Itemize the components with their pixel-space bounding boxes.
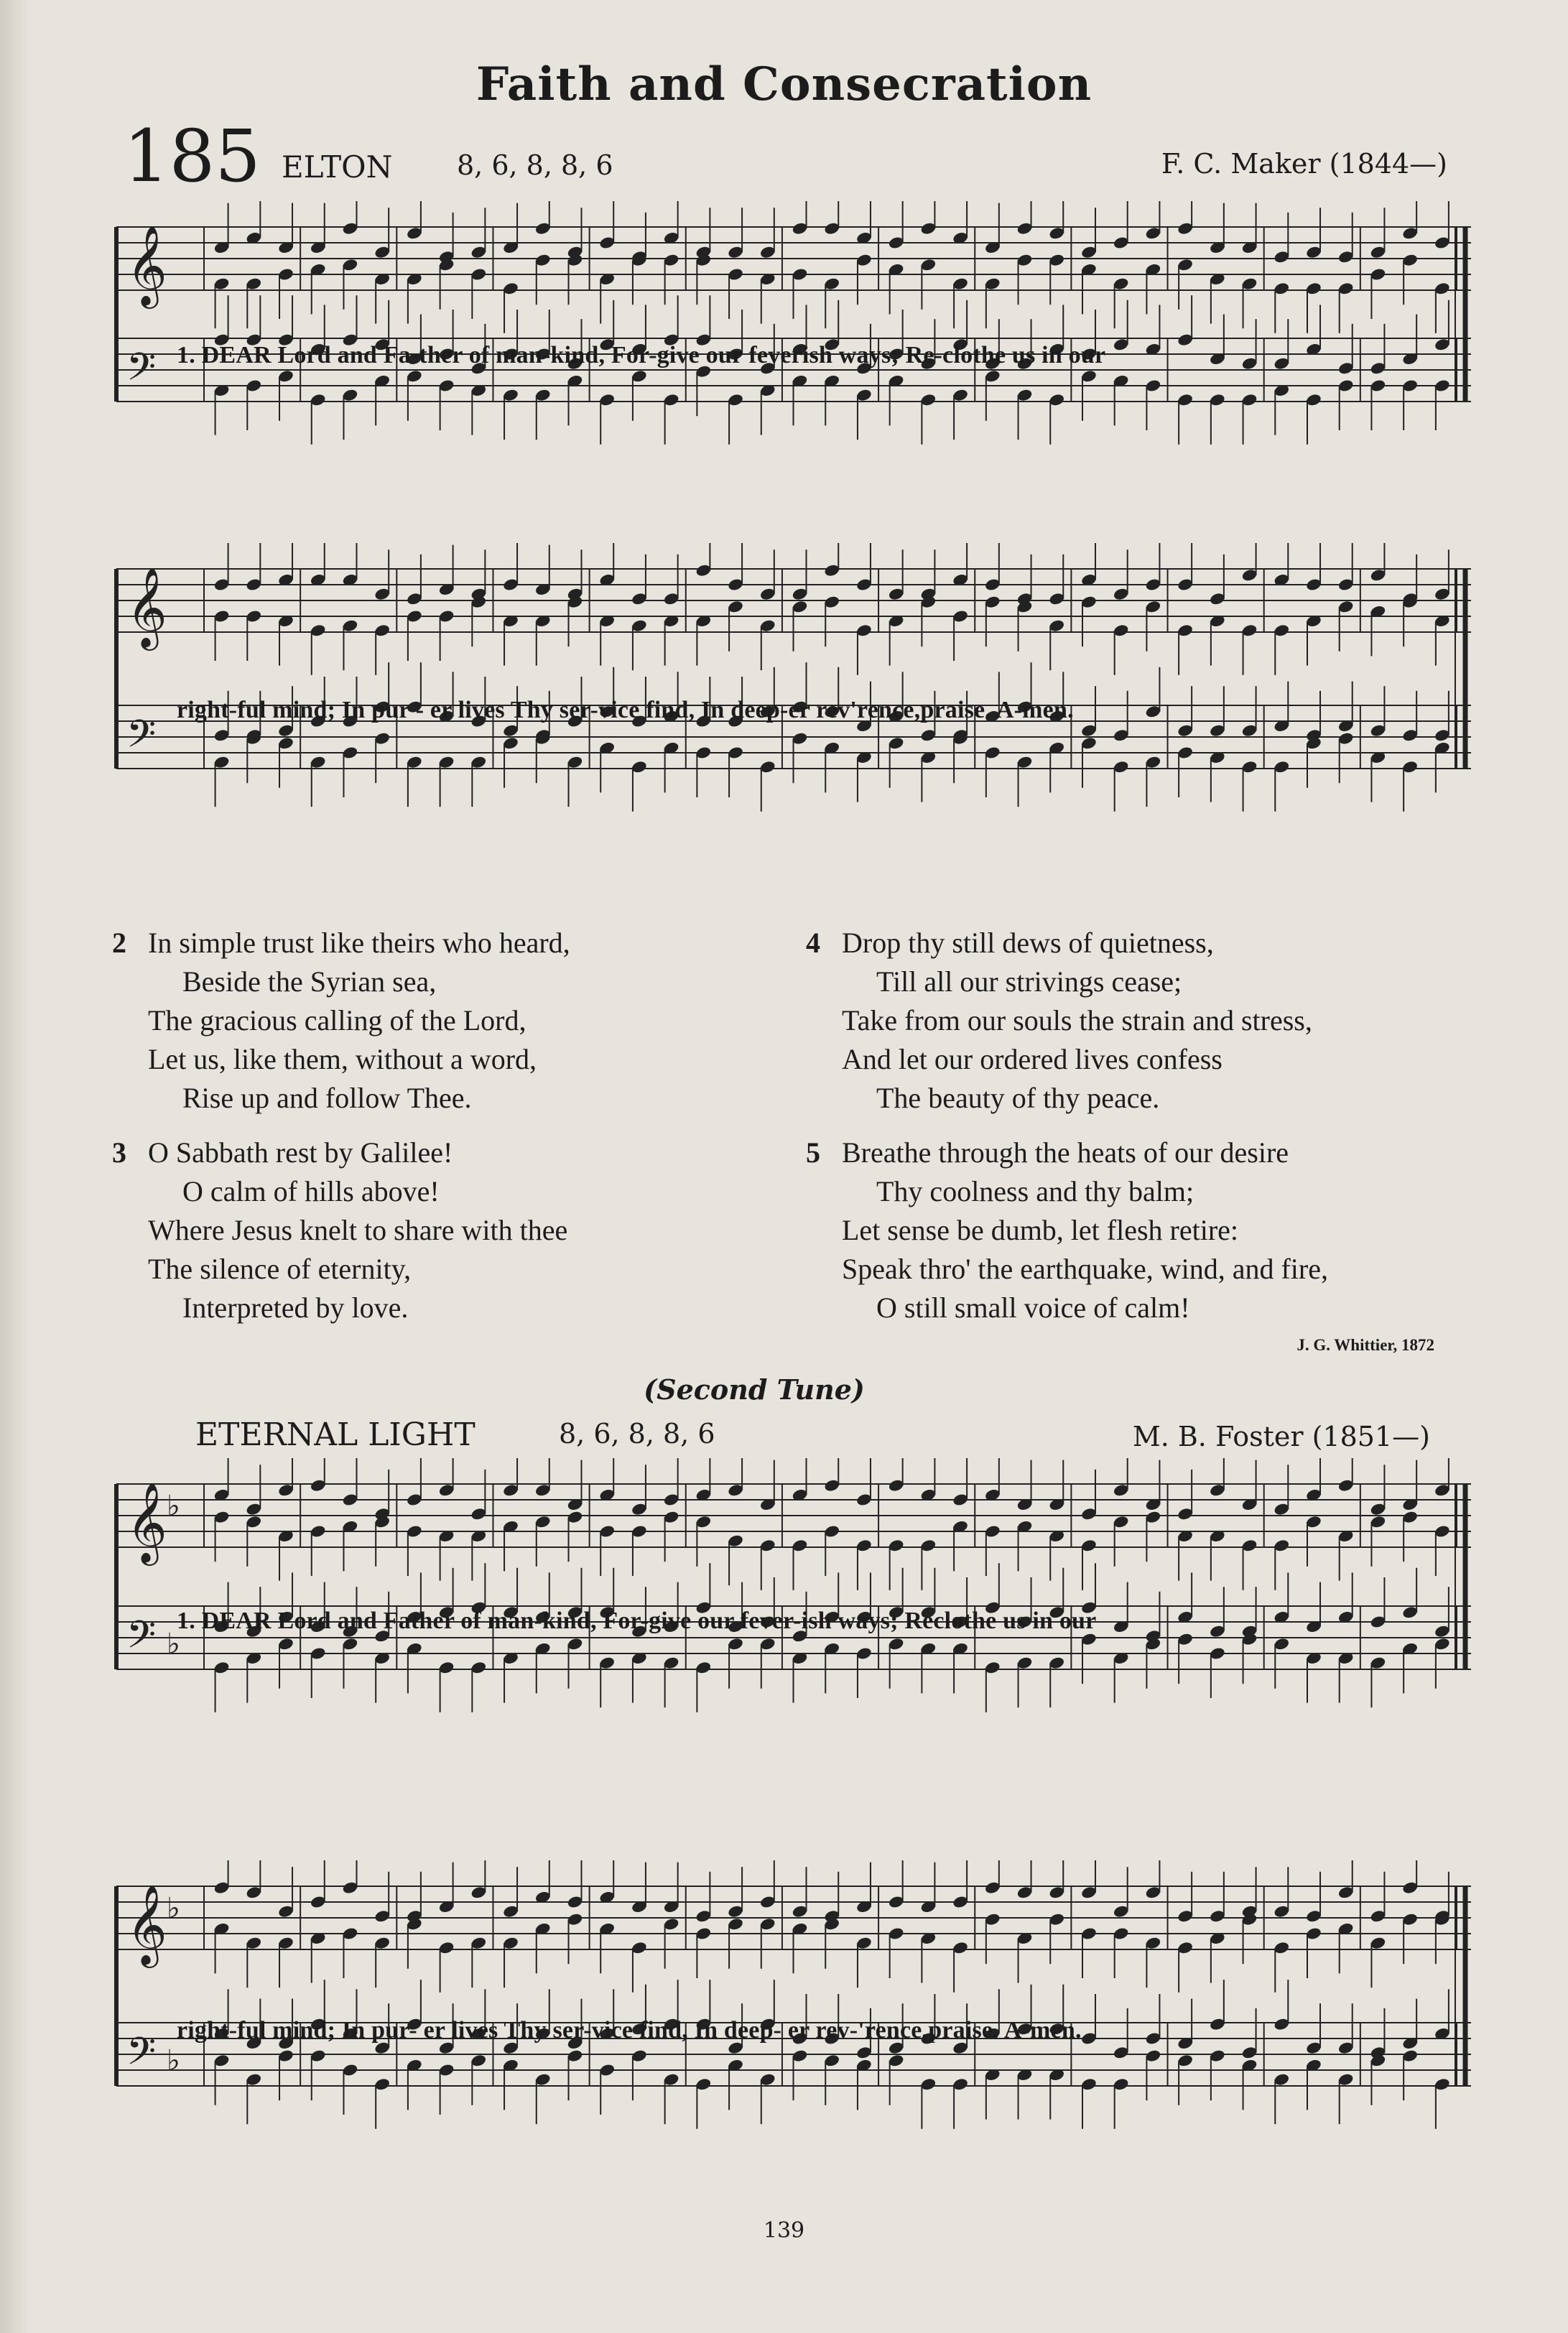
hymn-author: J. G. Whittier, 1872 xyxy=(1296,1336,1434,1354)
verse-line: Breathe through the heats of our desire xyxy=(842,1136,1289,1169)
lyric-line: right-ful mind; In pur- er lives Thy ser-vice find, In deep- er rev-'rence,praise. A-men. xyxy=(177,2017,1082,2044)
music-system-2 xyxy=(111,543,1478,888)
verse-line: And let our ordered lives confess xyxy=(842,1043,1223,1075)
svg-text:𝄢: 𝄢 xyxy=(126,713,157,766)
tune-meter: 8, 6, 8, 8, 6 xyxy=(457,149,613,181)
verse-line: O still small voice of calm! xyxy=(876,1291,1190,1324)
verse-line: Rise up and follow Thee. xyxy=(182,1082,472,1114)
verse-line: Where Jesus knelt to share with thee xyxy=(148,1214,568,1246)
verses-section xyxy=(0,924,1568,1355)
svg-text:𝄢: 𝄢 xyxy=(126,1613,157,1666)
hymn-number: 185 xyxy=(124,114,261,198)
verse-number: 4 xyxy=(806,927,820,959)
svg-text:♭: ♭ xyxy=(167,1892,180,1925)
svg-text:𝄞: 𝄞 xyxy=(126,1482,167,1562)
svg-text:♭: ♭ xyxy=(167,1628,180,1661)
lyric-line: right-ful mind; In pur - er lives Thy ser-vice find, In deep-er rev'rence,praise. A-men. xyxy=(177,697,1074,723)
verse-line: The silence of eternity, xyxy=(148,1253,412,1285)
verse-line: Drop thy still dews of quietness, xyxy=(842,927,1214,959)
svg-text:𝄢: 𝄢 xyxy=(126,2030,157,2083)
lyric-line: 1. DEAR Lord and Father of man-kind, For-give our fever-ish ways; Reclothe us in our xyxy=(177,1608,1097,1634)
svg-text:𝄞: 𝄞 xyxy=(126,567,167,647)
music-system-1 xyxy=(111,201,1478,503)
verse-line: Speak thro' the earthquake, wind, and fire, xyxy=(842,1253,1328,1285)
verse-line: Take from our souls the strain and stress, xyxy=(842,1004,1312,1036)
verse-line: In simple trust like theirs who heard, xyxy=(148,927,570,959)
tune-composer: F. C. Maker (1844—) xyxy=(1161,148,1447,180)
lyric-line: 1. DEAR Lord and Fa-ther of man-kind, For-give our feverish ways; Re-clothe us in our xyxy=(177,342,1106,368)
verse-line: The gracious calling of the Lord, xyxy=(148,1004,526,1036)
verse-line: O calm of hills above! xyxy=(182,1175,440,1207)
verse-line: Beside the Syrian sea, xyxy=(182,965,437,998)
svg-text:𝄞: 𝄞 xyxy=(126,225,167,305)
music-system-3 xyxy=(111,1458,1478,1796)
verse-line: The beauty of thy peace. xyxy=(876,1082,1160,1114)
verse xyxy=(806,1133,1328,1327)
verse-number: 2 xyxy=(112,927,126,959)
tune-name: ELTON xyxy=(282,149,393,185)
verse-number: 5 xyxy=(806,1136,820,1169)
second-tune-label: (Second Tune) xyxy=(644,1373,865,1406)
verse-line: Let sense be dumb, let flesh retire: xyxy=(842,1214,1239,1246)
second-tune-name: ETERNAL LIGHT xyxy=(195,1416,475,1453)
verse-line: Interpreted by love. xyxy=(182,1291,409,1324)
svg-text:♭: ♭ xyxy=(167,1490,180,1523)
verse xyxy=(806,924,1312,1118)
verse-line: O Sabbath rest by Galilee! xyxy=(148,1136,453,1169)
verse xyxy=(112,1133,568,1327)
verse xyxy=(112,924,570,1118)
svg-text:𝄞: 𝄞 xyxy=(126,1884,167,1965)
page-number: 139 xyxy=(763,2218,805,2243)
verse-line: Thy coolness and thy balm; xyxy=(876,1175,1194,1207)
svg-text:𝄢: 𝄢 xyxy=(126,345,157,399)
verse-line: Till all our strivings cease; xyxy=(876,965,1182,998)
second-tune-meter: 8, 6, 8, 8, 6 xyxy=(559,1418,715,1450)
page-title: Faith and Consecration xyxy=(475,57,1093,111)
second-tune-composer: M. B. Foster (1851—) xyxy=(1132,1421,1430,1452)
svg-text:♭: ♭ xyxy=(167,2044,180,2077)
music-system-4 xyxy=(111,1860,1478,2205)
verse-number: 3 xyxy=(112,1136,126,1169)
verse-line: Let us, like them, without a word, xyxy=(148,1043,537,1075)
